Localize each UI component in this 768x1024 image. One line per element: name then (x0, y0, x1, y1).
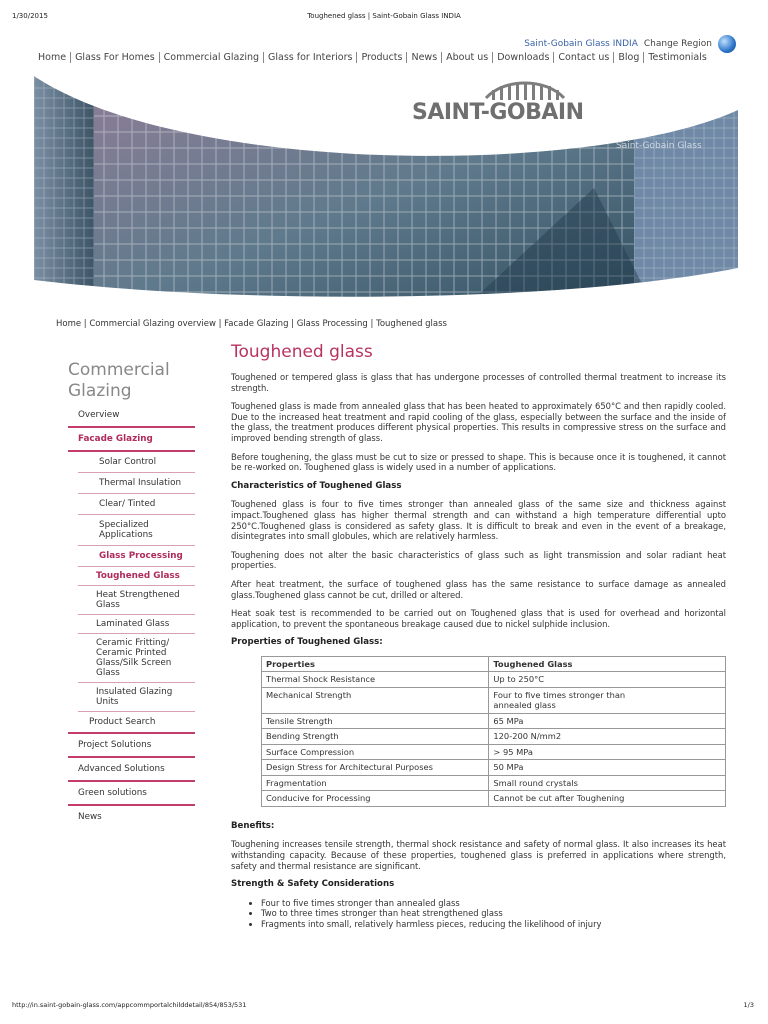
main-nav (34, 52, 711, 63)
table-row (262, 687, 726, 713)
sidebar-item-facade-glazing[interactable]: Facade Glazing (68, 428, 195, 452)
benefits-heading: Benefits: (231, 820, 275, 831)
sidebar-item-clear-tinted[interactable]: Clear/ Tinted (78, 494, 195, 515)
table-header: Toughened Glass (489, 656, 726, 672)
characteristics-heading: Characteristics of Toughened Glass (231, 480, 402, 491)
table-row (262, 672, 726, 688)
strength-paragraph: Toughened glass is four to five times stronger than annealed glass of the same size and thickness against impact.Toughened glass has higher thermal strength and can withstand a high temperature differential upto 250°C.Toughened glass is considered as safety glass. It is difficult to break and even in the event of a breakage, disintegrates into small globules, which are relatively harmless. (231, 499, 726, 542)
properties-table (261, 656, 726, 807)
table-cell: Design Stress for Architectural Purposes (262, 760, 489, 776)
safety-heading: Strength & Safety Considerations (231, 879, 395, 890)
table-row (262, 744, 726, 760)
nav-commercial-glazing[interactable]: Commercial Glazing (160, 52, 264, 63)
sidebar-item-product-search[interactable]: Product Search (68, 712, 195, 734)
properties-heading: Properties of Toughened Glass: (231, 637, 383, 648)
sidebar-item-specialized-applications[interactable]: Specialized Applications (78, 515, 195, 546)
sidebar (68, 404, 195, 828)
sidebar-item-laminated-glass[interactable]: Laminated Glass (78, 615, 195, 634)
table-header: Properties (262, 656, 489, 672)
sidebar-item-project-solutions[interactable]: Project Solutions (68, 734, 195, 758)
benefits-paragraph: Toughening increases tensile strength, thermal shock resistance and safety of normal glass. It also increases its heat withstanding capacity. Because of these properties, toughened glass is preferred in applications where strength, safety and thermal resistance are significant. (231, 839, 726, 871)
nav-about-us[interactable]: About us (442, 52, 493, 63)
characteristics-paragraph: Toughening does not alter the basic characteristics of glass such as light transmission and solar radiant heat properties. (231, 549, 726, 571)
table-row (262, 775, 726, 791)
process-paragraph: Toughened glass is made from annealed glass that has been heated to approximately 650°C and then rapidly cooled. Due to the increased heat treatment and rapid cooling of the glass, especially between the surface and the inside of the glass, the treatment produces different physical properties. This results in compressive stress on the surface and improved bending strength of glass. (231, 401, 726, 443)
sidebar-item-heat-strengthened-glass[interactable]: Heat Strengthened Glass (78, 586, 195, 615)
print-title: Toughened glass | Saint-Gobain Glass INDIA (307, 12, 461, 20)
sidebar-item-advanced-solutions[interactable]: Advanced Solutions (68, 758, 195, 782)
nav-contact-us[interactable]: Contact us (554, 52, 614, 63)
sidebar-item-ceramic-fritting[interactable]: Ceramic Fritting/ Ceramic Printed Glass/Silk Screen Glass (78, 634, 195, 683)
sidebar-item-news[interactable]: News (78, 812, 102, 822)
sidebar-item-glass-processing[interactable]: Glass Processing (78, 546, 195, 567)
sidebar-item-green-solutions[interactable]: Green solutions (68, 782, 195, 806)
table-cell: Surface Compression (262, 744, 489, 760)
footer-url: http://in.saint-gobain-glass.com/appcommportalchilddetail/854/853/531 (12, 1001, 247, 1009)
table-cell: Fragmentation (262, 775, 489, 791)
brand-link[interactable]: Saint-Gobain Glass INDIA (524, 39, 638, 49)
intro-paragraph: Toughened or tempered glass is glass that has undergone processes of controlled thermal treatment to increase its strength. (231, 372, 726, 393)
table-header-row (262, 656, 726, 672)
page-title: Toughened glass (231, 342, 373, 362)
table-cell: Bending Strength (262, 729, 489, 745)
hero-banner (34, 68, 738, 308)
building-image (34, 68, 738, 308)
sidebar-item-toughened-glass[interactable]: Toughened Glass (78, 567, 195, 586)
nav-glass-for-interiors[interactable]: Glass for Interiors (264, 52, 357, 63)
sidebar-item-solar-control[interactable]: Solar Control (78, 452, 195, 473)
list-item: • Four to five times stronger than annealed glass (261, 898, 726, 909)
nav-home[interactable]: Home (34, 52, 71, 63)
page-number: 1/3 (743, 1001, 754, 1009)
nav-blog[interactable]: Blog (614, 52, 644, 63)
nav-news[interactable]: News (407, 52, 442, 63)
table-cell: Tensile Strength (262, 713, 489, 729)
list-item: • Fragments into small, relatively harmless pieces, reducing the likelihood of injury (261, 919, 726, 930)
table-cell: Thermal Shock Resistance (262, 672, 489, 688)
globe-icon[interactable] (718, 35, 736, 53)
breadcrumb[interactable]: Home | Commercial Glazing overview | Facade Glazing | Glass Processing | Toughened glass (56, 319, 447, 329)
table-cell: Cannot be cut after Toughening (489, 791, 726, 807)
table-cell: Mechanical Strength (262, 687, 489, 713)
nav-glass-for-homes[interactable]: Glass For Homes (71, 52, 160, 63)
table-row (262, 791, 726, 807)
list-item: • Two to three times stronger than heat strengthened glass (261, 908, 726, 919)
nav-testimonials[interactable]: Testimonials (648, 52, 707, 63)
top-links (524, 35, 736, 53)
cutting-paragraph: Before toughening, the glass must be cut to size or pressed to shape. This is because once it is toughened, it cannot be re-worked on. Toughened glass is widely used in a number of applications. (231, 451, 726, 473)
table-cell: > 95 MPa (489, 744, 726, 760)
logo-text: SAINT-GOBAIN (412, 100, 584, 125)
table-cell: Small round crystals (489, 775, 726, 791)
nav-downloads[interactable]: Downloads (493, 52, 554, 63)
print-date: 1/30/2015 (12, 12, 48, 20)
safety-list (239, 898, 726, 930)
sidebar-item-insulated-glazing-units[interactable]: Insulated Glazing Units (78, 683, 195, 712)
sidebar-title: Commercial Glazing (68, 360, 170, 401)
table-cell: 65 MPa (489, 713, 726, 729)
change-region-link[interactable]: Change Region (643, 39, 712, 49)
table-cell: 50 MPa (489, 760, 726, 776)
table-row (262, 729, 726, 745)
table-cell: 120-200 N/mm2 (489, 729, 726, 745)
table-cell: Conducive for Processing (262, 791, 489, 807)
surface-paragraph: After heat treatment, the surface of toughened glass has the same resistance to surface damage as annealed glass.Toughened glass cannot be cut, drilled or altered. (231, 578, 726, 600)
sidebar-item-overview[interactable]: Overview (68, 404, 195, 428)
banner-watermark: Saint-Gobain Glass (616, 141, 702, 151)
table-cell: Four to five times stronger than annealed glass (489, 687, 726, 713)
nav-products[interactable]: Products (357, 52, 407, 63)
sidebar-item-thermal-insulation[interactable]: Thermal Insulation (78, 473, 195, 494)
heat-soak-paragraph: Heat soak test is recommended to be carried out on Toughened glass that is used for overhead and horizontal application, to prevent the spontaneous breakage caused due to nickel sulphide inclusion. (231, 608, 726, 629)
table-row (262, 760, 726, 776)
table-cell: Up to 250°C (489, 672, 726, 688)
main-content (231, 372, 726, 929)
table-row (262, 713, 726, 729)
